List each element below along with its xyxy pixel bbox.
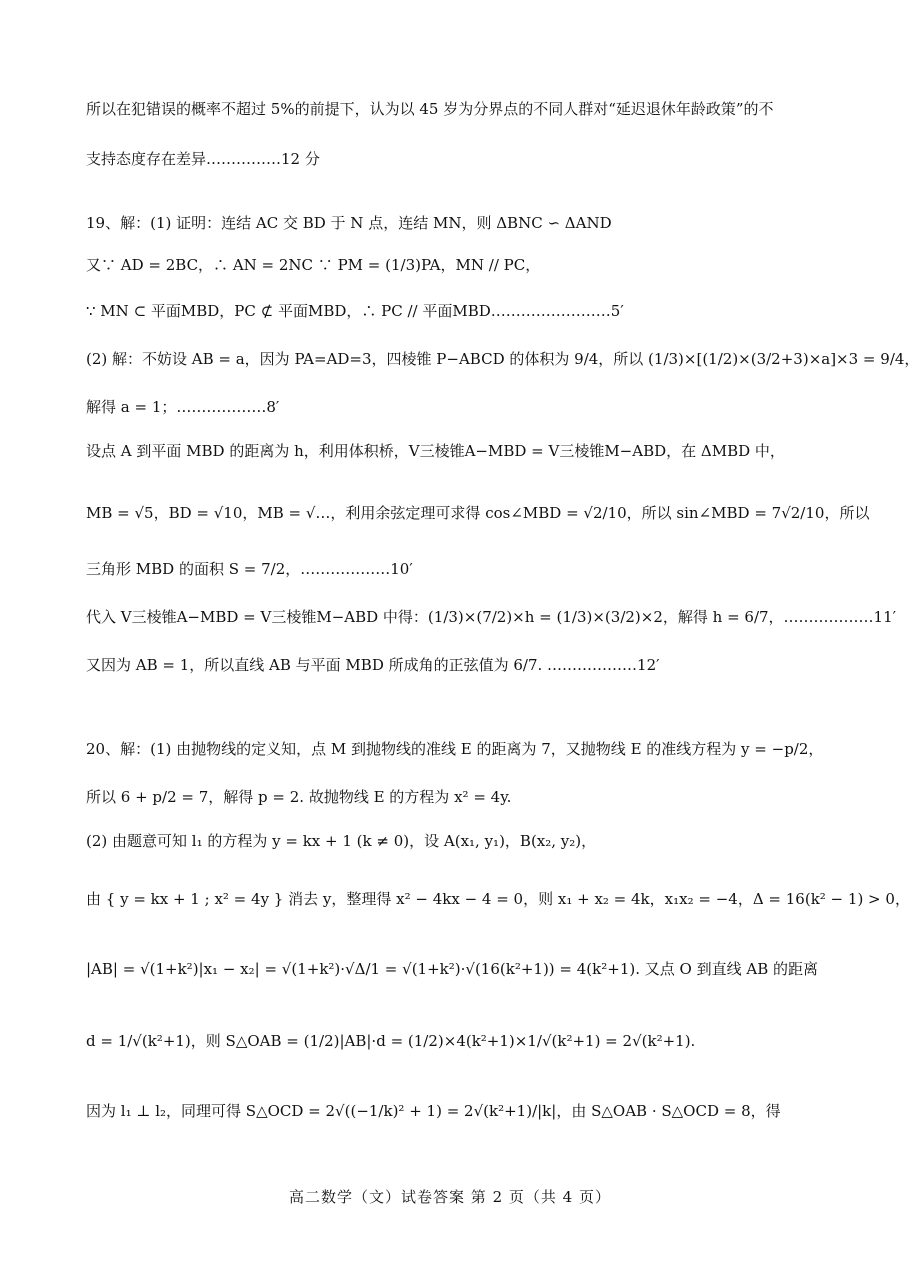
text-line: 因为 l₁ ⊥ l₂，同理可得 S△OCD = 2√((−1/k)² + 1) = 2√(k²+1)/|k|，由 S△OAB · S△OCD = 8，得 — [86, 1102, 781, 1120]
text-line: 20、解：(1) 由抛物线的定义知，点 M 到抛物线的准线 E 的距离为 7，又抛物线 E 的准线方程为 y = −p/2， — [86, 740, 824, 758]
page-footer: 高二数学（文）试卷答案 第 2 页（共 4 页） — [289, 1188, 611, 1206]
text-line: MB = √5，BD = √10，MB = √…，利用余弦定理可求得 cos∠MBD = √2/10，所以 sin∠MBD = 7√2/10，所以 — [86, 504, 870, 522]
text-line: 代入 V三棱锥A−MBD = V三棱锥M−ABD 中得：(1/3)×(7/2)×h = (1/3)×(3/2)×2，解得 h = 6/7，………………11′ — [86, 608, 897, 626]
text-line: (2) 由题意可知 l₁ 的方程为 y = kx + 1 (k ≠ 0)，设 A(x₁, y₁)，B(x₂, y₂)， — [86, 832, 597, 850]
text-line: (2) 解：不妨设 AB = a，因为 PA=AD=3，四棱锥 P−ABCD 的体积为 9/4，所以 (1/3)×[(1/2)×(3/2+3)×a]×3 = 9/4， — [86, 350, 919, 368]
text-line: 19、解：(1) 证明：连结 AC 交 BD 于 N 点，连结 MN，则 ΔBNC ∽ ΔAND — [86, 214, 612, 232]
text-line: 由 { y = kx + 1 ; x² = 4y } 消去 y，整理得 x² − 4kx − 4 = 0，则 x₁ + x₂ = 4k，x₁x₂ = −4，Δ = 16(k² − 1) > 0， — [86, 890, 910, 908]
text-line: |AB| = √(1+k²)|x₁ − x₂| = √(1+k²)·√Δ/1 = √(1+k²)·√(16(k²+1)) = 4(k²+1). 又点 O 到直线 AB 的距离 — [86, 960, 818, 978]
text-line: d = 1/√(k²+1)，则 S△OAB = (1/2)|AB|·d = (1/2)×4(k²+1)×1/√(k²+1) = 2√(k²+1). — [86, 1032, 696, 1050]
text-line: 设点 A 到平面 MBD 的距离为 h，利用体积桥，V三棱锥A−MBD = V三棱锥M−ABD，在 ΔMBD 中， — [86, 442, 785, 460]
text-line: 所以在犯错误的概率不超过 5%的前提下，认为以 45 岁为分界点的不同人群对“延迟退休年龄政策”的不 — [86, 100, 774, 118]
text-line: 支持态度存在差异……………12 分 — [86, 150, 320, 168]
text-line: 又∵ AD = 2BC，∴ AN = 2NC ∵ PM = (1/3)PA，MN // PC， — [86, 256, 541, 274]
text-line: 又因为 AB = 1，所以直线 AB 与平面 MBD 所成角的正弦值为 6/7. ………………12′ — [86, 656, 660, 674]
text-line: ∵ MN ⊂ 平面MBD，PC ⊄ 平面MBD，∴ PC // 平面MBD……………………5′ — [86, 302, 624, 320]
text-line: 解得 a = 1；………………8′ — [86, 398, 280, 416]
text-line: 所以 6 + p/2 = 7，解得 p = 2. 故抛物线 E 的方程为 x² = 4y. — [86, 788, 512, 806]
text-line: 三角形 MBD 的面积 S = 7/2，………………10′ — [86, 560, 413, 578]
